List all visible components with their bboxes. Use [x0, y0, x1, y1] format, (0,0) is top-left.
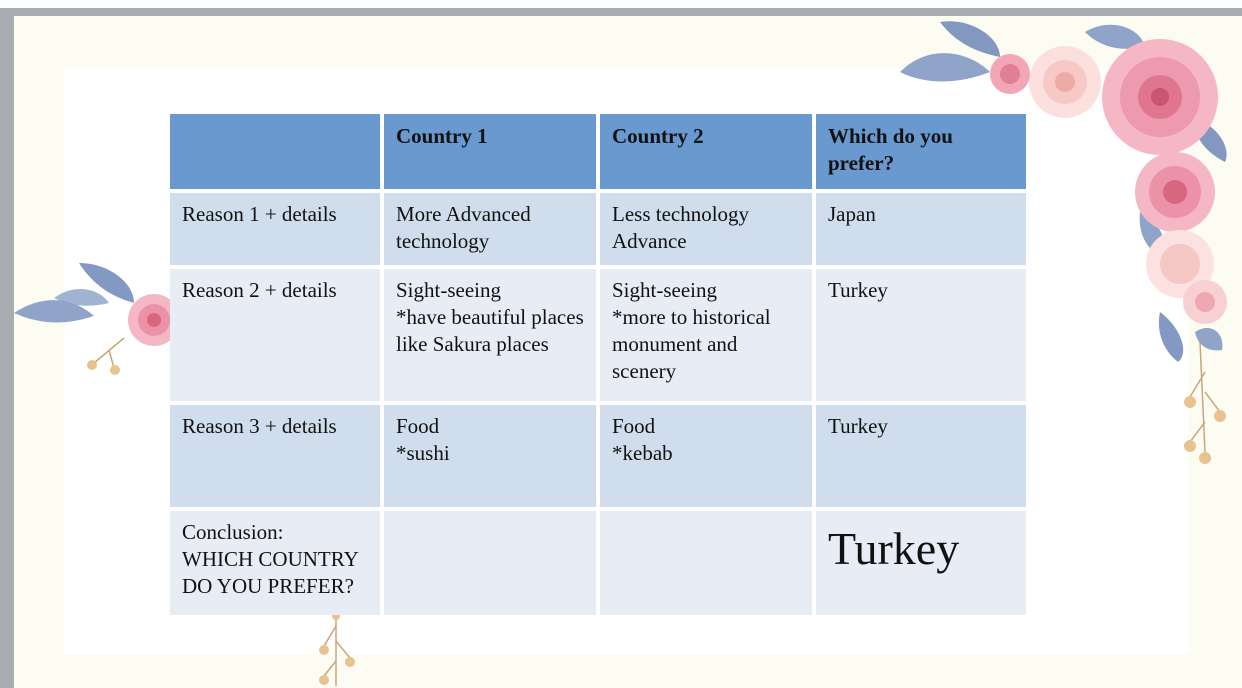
cell-country-2: Less technology Advance [600, 193, 812, 265]
top-bar-highlight [0, 0, 1242, 8]
rose-flower-decoration-left [14, 258, 174, 378]
header-cell-country-1: Country 1 [384, 114, 596, 189]
cell-country-2: Food *kebab [600, 405, 812, 507]
row-label: Reason 1 + details [170, 193, 380, 265]
cell-country-1: Sight-seeing *have beautiful places like Sakura places [384, 269, 596, 401]
comparison-table [166, 110, 1030, 619]
table-row [170, 511, 1026, 615]
table-row [170, 269, 1026, 401]
header-cell-empty [170, 114, 380, 189]
cell-country-1: Food *sushi [384, 405, 596, 507]
conclusion-answer: Turkey [816, 511, 1026, 615]
table-row [170, 405, 1026, 507]
cell-preference: Japan [816, 193, 1026, 265]
cell-country-1: More Advanced technology [384, 193, 596, 265]
cell-preference: Turkey [816, 269, 1026, 401]
cell-preference: Turkey [816, 405, 1026, 507]
hanging-bells-icon [1190, 342, 1220, 452]
cell-country-1 [384, 511, 596, 615]
table-header-row [170, 114, 1026, 189]
cell-country-2: Sight-seeing *more to historical monument and scenery [600, 269, 812, 401]
conclusion-label: Conclusion: WHICH COUNTRY DO YOU PREFER? [170, 511, 380, 615]
header-cell-country-2: Country 2 [600, 114, 812, 189]
table-row [170, 193, 1026, 265]
leaf-icon [14, 263, 134, 322]
window-left-bar [0, 16, 14, 688]
row-label: Reason 2 + details [170, 269, 380, 401]
row-label: Reason 3 + details [170, 405, 380, 507]
header-cell-preference: Which do you prefer? [816, 114, 1026, 189]
cell-country-2 [600, 511, 812, 615]
